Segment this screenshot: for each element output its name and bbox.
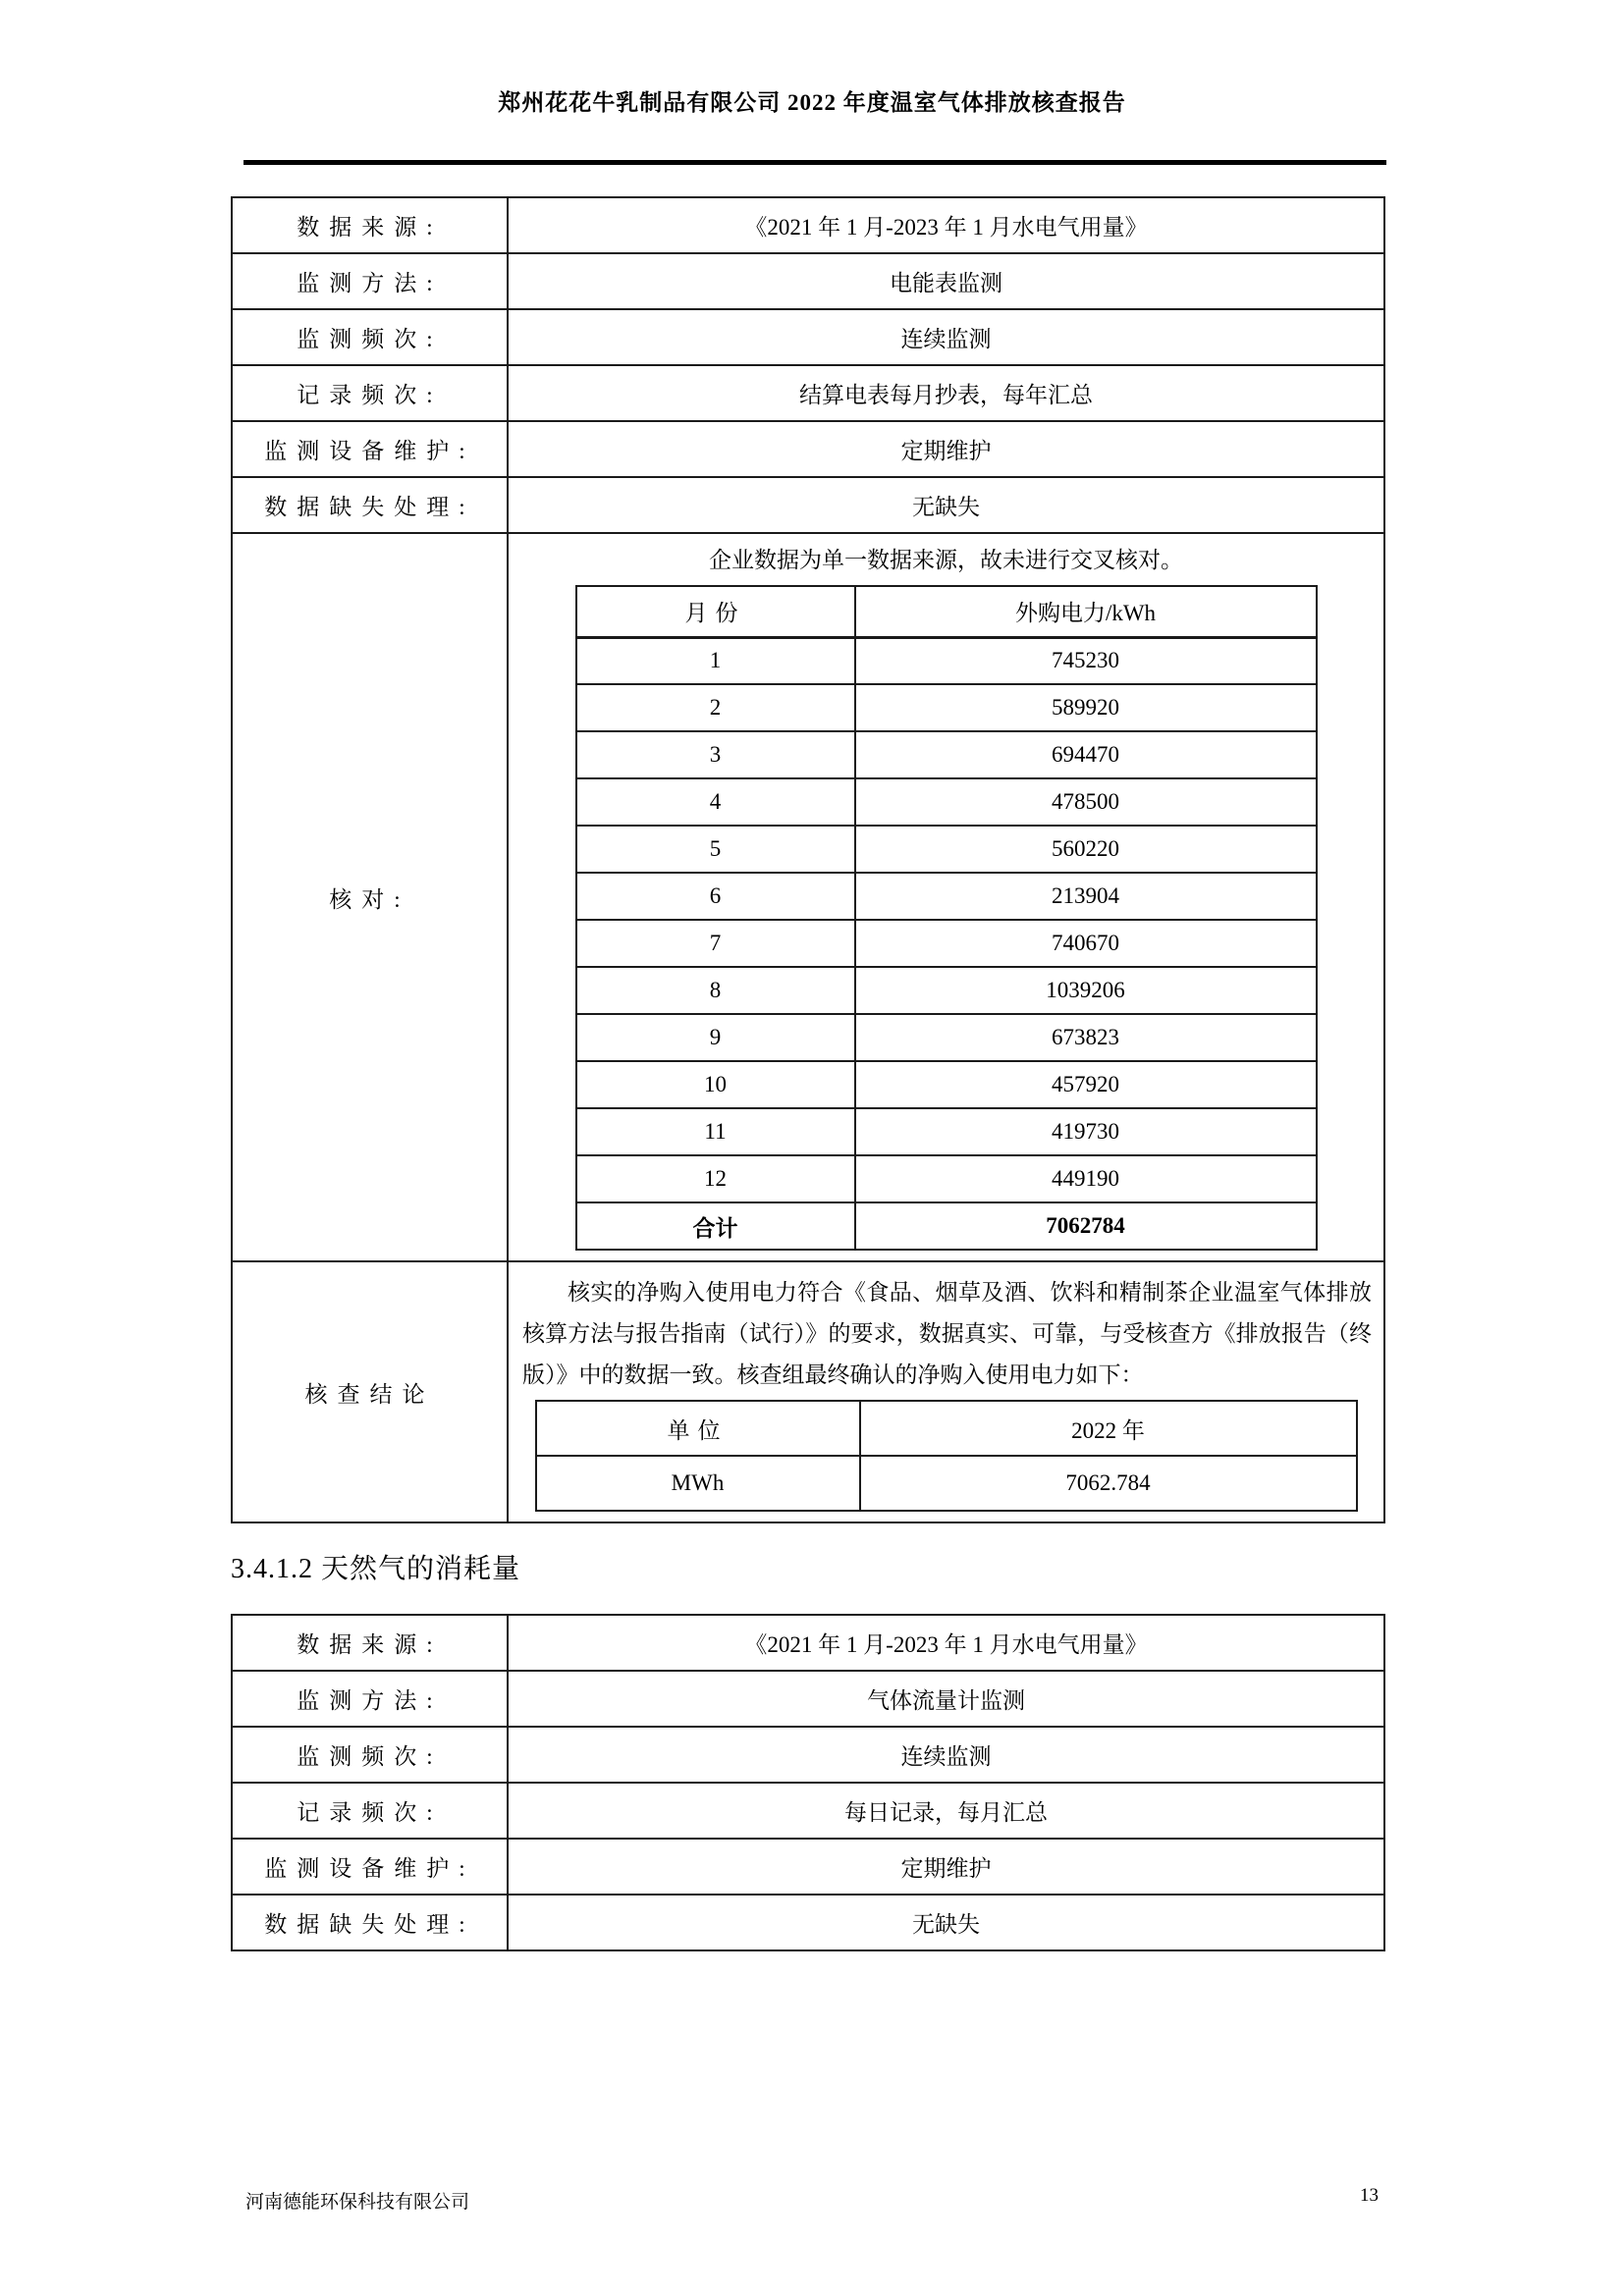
- column-header-electricity: 外购电力/kWh: [855, 586, 1317, 637]
- table-row: [232, 309, 1384, 365]
- value-cell: 740670: [855, 920, 1317, 967]
- table-row: [232, 253, 1384, 309]
- row-value: 结算电表每月抄表，每年汇总: [508, 365, 1384, 421]
- row-label: 记录频次:: [232, 1783, 508, 1839]
- month-cell: 3: [576, 731, 855, 778]
- summary-table-header: [536, 1401, 1357, 1456]
- month-cell: 10: [576, 1061, 855, 1108]
- column-header-month: 月份: [576, 586, 855, 637]
- month-cell: 12: [576, 1155, 855, 1202]
- value-cell: 560220: [855, 826, 1317, 873]
- table-row: [232, 477, 1384, 533]
- check-row-label: 核对:: [232, 533, 508, 1261]
- month-cell: 6: [576, 873, 855, 920]
- table-row: [576, 637, 1317, 684]
- month-cell: 2: [576, 684, 855, 731]
- row-label: 数据缺失处理:: [232, 477, 508, 533]
- row-label: 监测设备维护:: [232, 1839, 508, 1895]
- footer-page-number: 13: [1360, 2185, 1379, 2206]
- table-row: [232, 1727, 1384, 1783]
- value-cell: 419730: [855, 1108, 1317, 1155]
- row-label: 监测频次:: [232, 309, 508, 365]
- value-cell: 1039206: [855, 967, 1317, 1014]
- check-note: 企业数据为单一数据来源，故未进行交叉核对。: [709, 548, 1183, 572]
- value-cell: 673823: [855, 1014, 1317, 1061]
- table-row: [232, 365, 1384, 421]
- row-label: 监测方法:: [232, 253, 508, 309]
- value-cell: 449190: [855, 1155, 1317, 1202]
- table-row: [232, 421, 1384, 477]
- row-label: 数据来源:: [232, 197, 508, 253]
- table-row: [576, 873, 1317, 920]
- month-cell: 7: [576, 920, 855, 967]
- total-value: 7062784: [855, 1202, 1317, 1250]
- table-row: [576, 778, 1317, 826]
- table-row: [576, 1061, 1317, 1108]
- header-rule: [244, 160, 1386, 165]
- table-row: [576, 826, 1317, 873]
- value-cell: 745230: [855, 637, 1317, 684]
- monthly-electricity-table: [575, 585, 1318, 1251]
- row-label: 记录频次:: [232, 365, 508, 421]
- row-label: 监测设备维护:: [232, 421, 508, 477]
- row-value: 无缺失: [508, 477, 1384, 533]
- row-label: 数据来源:: [232, 1615, 508, 1671]
- row-value: 连续监测: [508, 309, 1384, 365]
- check-row: [232, 533, 1384, 1261]
- row-value: 定期维护: [508, 421, 1384, 477]
- row-value: 连续监测: [508, 1727, 1384, 1783]
- value-cell: 7062.784: [860, 1456, 1357, 1511]
- table-row: [232, 1895, 1384, 1950]
- row-value: 《2021 年 1 月-2023 年 1 月水电气用量》: [508, 197, 1384, 253]
- month-cell: 1: [576, 637, 855, 684]
- page-title: 郑州花花牛乳制品有限公司 2022 年度温室气体排放核查报告: [498, 90, 1126, 115]
- value-cell: 478500: [855, 778, 1317, 826]
- row-value: 气体流量计监测: [508, 1671, 1384, 1727]
- table-row: [576, 731, 1317, 778]
- table-row: [232, 1671, 1384, 1727]
- row-label: 监测频次:: [232, 1727, 508, 1783]
- conclusion-row-content: [508, 1261, 1384, 1522]
- month-cell: 5: [576, 826, 855, 873]
- unit-cell: MWh: [536, 1456, 860, 1511]
- page-content: [231, 196, 1385, 1951]
- column-header-year: 2022 年: [860, 1401, 1357, 1456]
- conclusion-row-label: 核查结论: [232, 1261, 508, 1522]
- value-cell: 589920: [855, 684, 1317, 731]
- month-cell: 8: [576, 967, 855, 1014]
- table-row: [232, 1839, 1384, 1895]
- table-row: [576, 920, 1317, 967]
- section-heading: 3.4.1.2 天然气的消耗量: [231, 1554, 521, 1584]
- value-cell: 457920: [855, 1061, 1317, 1108]
- confirmed-electricity-table: [535, 1400, 1358, 1512]
- conclusion-row: [232, 1261, 1384, 1522]
- row-label: 数据缺失处理:: [232, 1895, 508, 1950]
- table-row: [576, 1155, 1317, 1202]
- column-header-unit: 单位: [536, 1401, 860, 1456]
- electricity-monitoring-table: [231, 196, 1385, 1523]
- conclusion-paragraph: 核实的净购入使用电力符合《食品、烟草及酒、饮料和精制茶企业温室气体排放核算方法与报告指南（试行）》的要求，数据真实、可靠，与受核查方《排放报告（终版）》中的数据一致。核查组最终确认的净购入使用电力如下：: [522, 1280, 1372, 1387]
- month-cell: 11: [576, 1108, 855, 1155]
- table-row: [576, 967, 1317, 1014]
- value-cell: 213904: [855, 873, 1317, 920]
- table-row: [536, 1456, 1357, 1511]
- table-row: [232, 1783, 1384, 1839]
- row-value: 《2021 年 1 月-2023 年 1 月水电气用量》: [508, 1615, 1384, 1671]
- total-label: 合计: [576, 1202, 855, 1250]
- row-value: 每日记录，每月汇总: [508, 1783, 1384, 1839]
- gas-monitoring-table: [231, 1614, 1385, 1951]
- month-cell: 4: [576, 778, 855, 826]
- monthly-table-header: [576, 586, 1317, 637]
- table-row: [576, 1108, 1317, 1155]
- total-row: [576, 1202, 1317, 1250]
- check-row-content: [508, 533, 1384, 1261]
- table-row: [232, 197, 1384, 253]
- row-value: 无缺失: [508, 1895, 1384, 1950]
- month-cell: 9: [576, 1014, 855, 1061]
- table-row: [232, 1615, 1384, 1671]
- table-row: [576, 1014, 1317, 1061]
- row-value: 定期维护: [508, 1839, 1384, 1895]
- row-value: 电能表监测: [508, 253, 1384, 309]
- table-row: [576, 684, 1317, 731]
- value-cell: 694470: [855, 731, 1317, 778]
- footer-company: 河南德能环保科技有限公司: [245, 2192, 470, 2213]
- row-label: 监测方法:: [232, 1671, 508, 1727]
